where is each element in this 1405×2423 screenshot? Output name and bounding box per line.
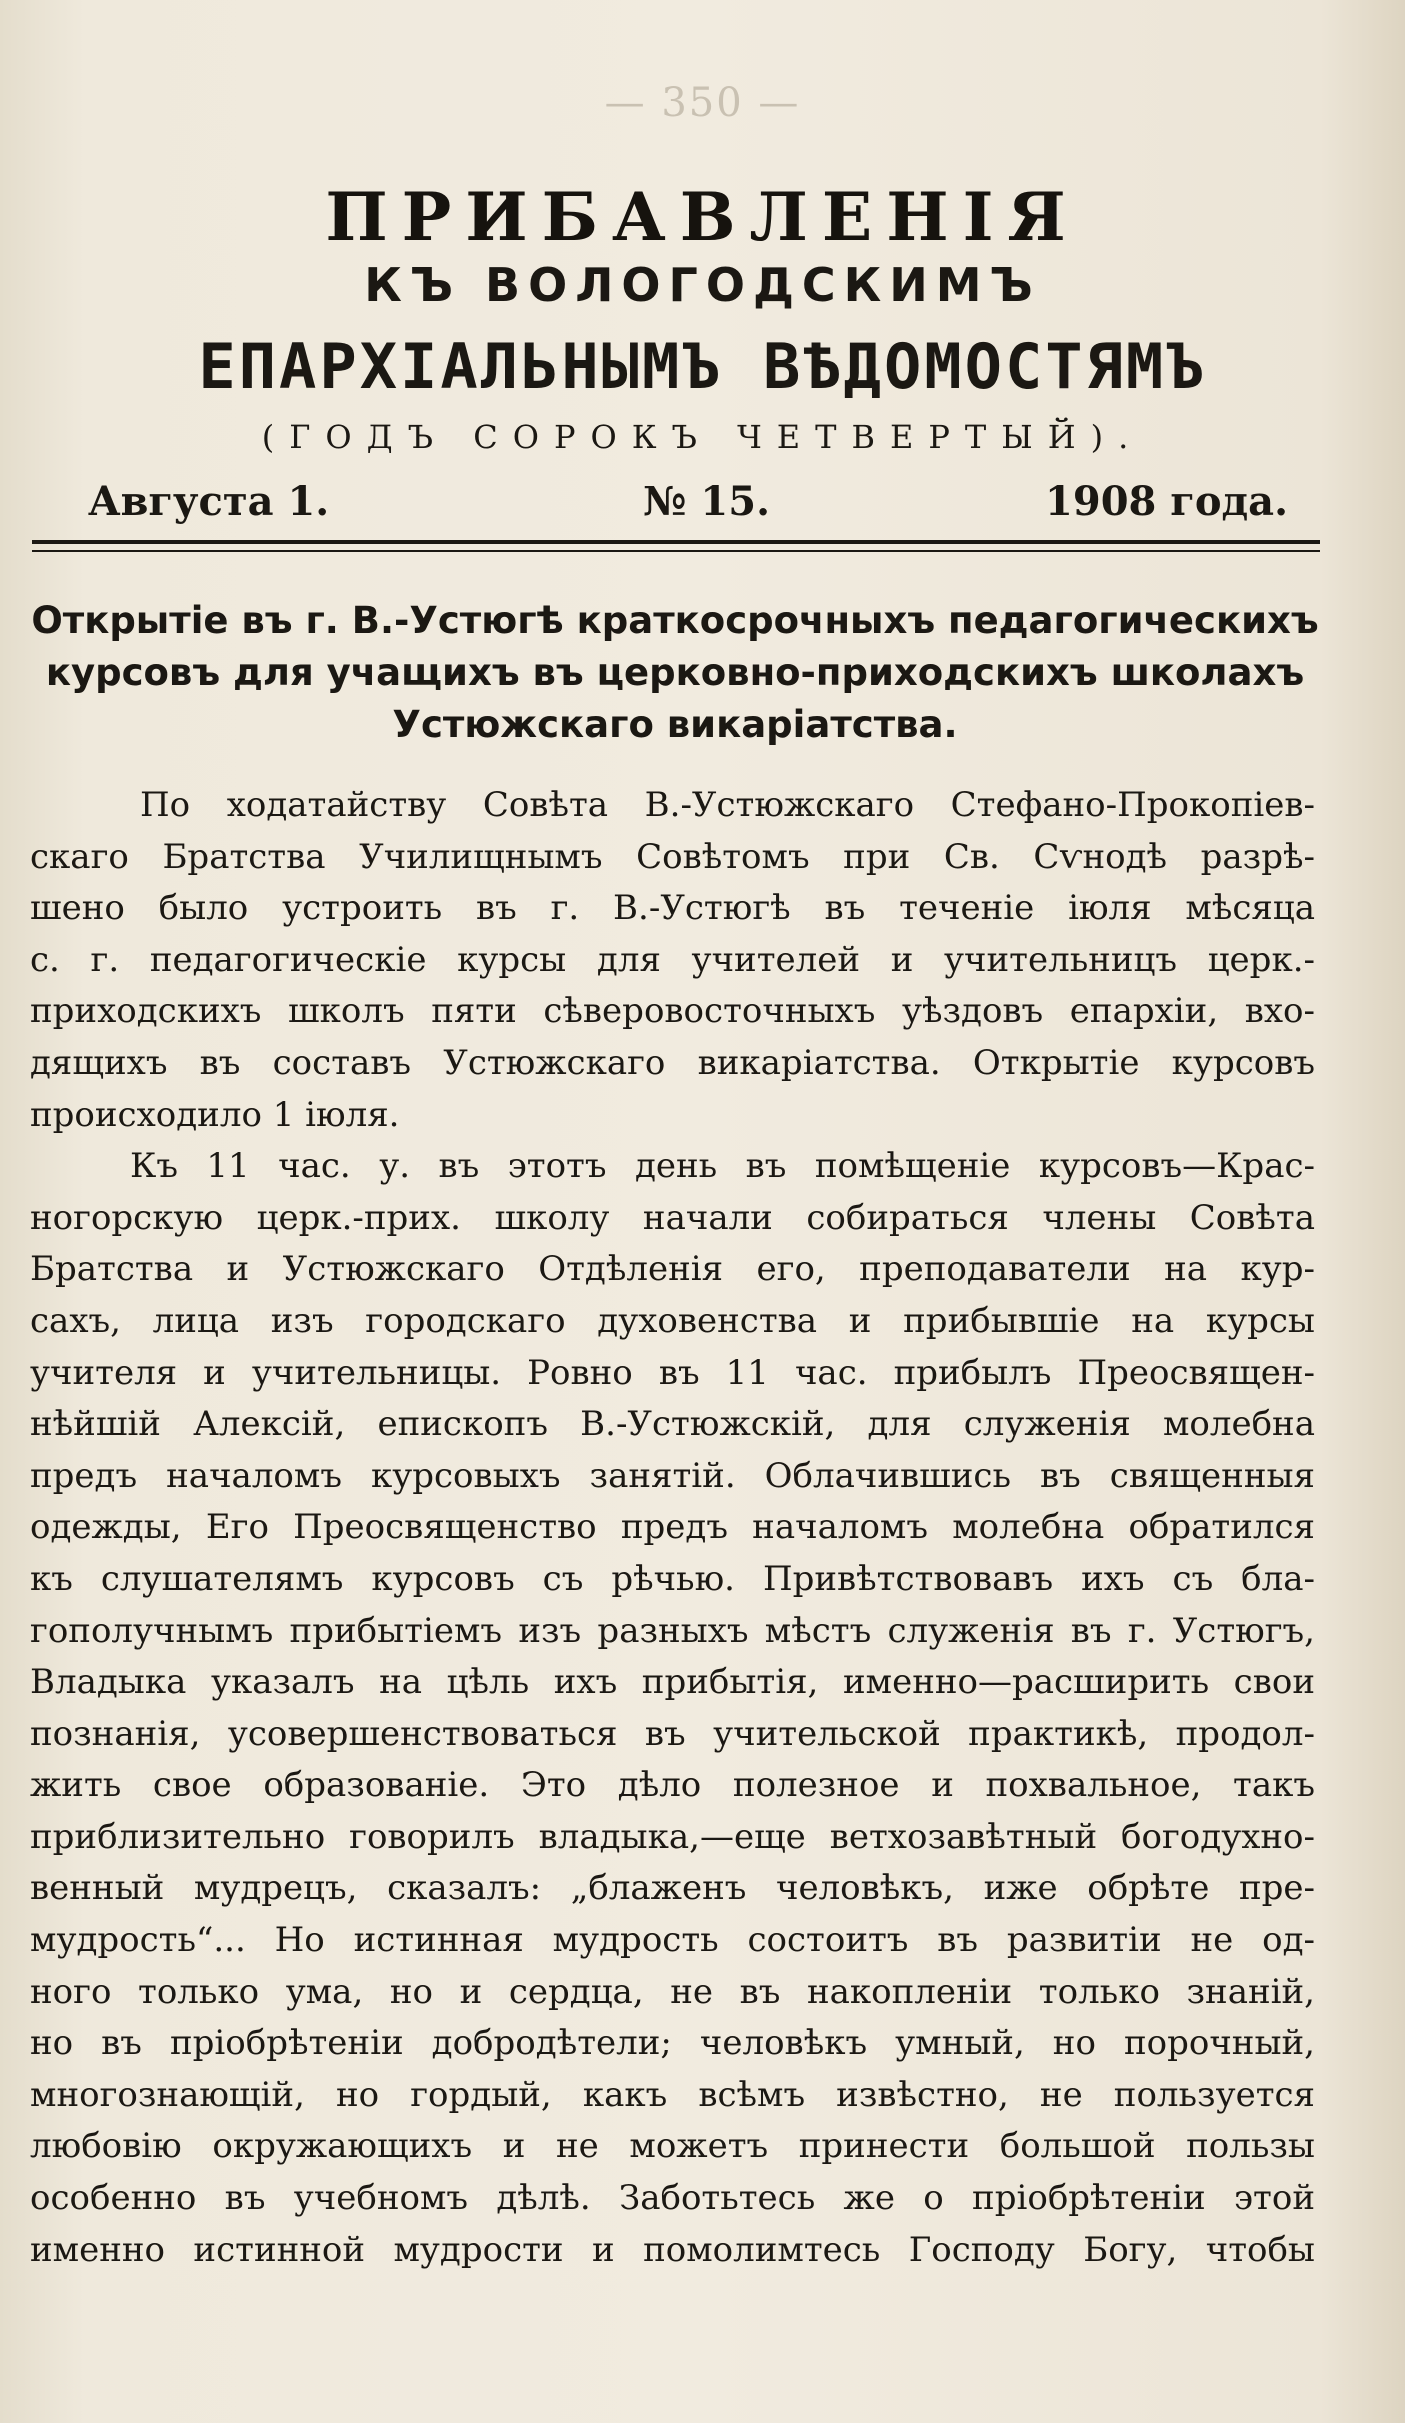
- body-line: Къ 11 час. у. въ этотъ день въ помѣщеніе курсовъ—Крас-: [130, 1146, 1315, 1187]
- body-line: скаго Братства Училищнымъ Совѣтомъ при Св. Сѵнодѣ разрѣ-: [30, 836, 1315, 877]
- body-line: шено было устроить въ г. В.-Устюгѣ въ теченіе іюля мѣсяца: [30, 888, 1315, 929]
- body-line: но въ пріобрѣтеніи добродѣтели; человѣкъ умный, но порочный,: [30, 2023, 1315, 2064]
- body-line: венный мудрецъ, сказалъ: „блаженъ человѣкъ, иже обрѣте пре-: [30, 1868, 1315, 1909]
- headline-line: Открытіе въ г. В.-Устюгѣ краткосрочныхъ педагогическихъ: [31, 599, 1319, 642]
- masthead-main-title: ЕПАРХІАЛЬНЫМЪ ВѢДОМОСТЯМЪ: [198, 330, 1207, 403]
- header-rule-thin: [32, 550, 1320, 552]
- body-line: одежды, Его Преосвященство предъ началомъ молебна обратился: [30, 1507, 1315, 1548]
- body-line: нѣйшій Алексій, епископъ В.-Устюжскій, для служенія молебна: [30, 1404, 1315, 1445]
- header-rule-thick: [32, 540, 1320, 544]
- issue-number: № 15.: [643, 478, 770, 525]
- article-headline: [30, 595, 1320, 751]
- masthead-subtitle: КЪ ВОЛОГОДСКИМЪ: [364, 258, 1041, 312]
- body-line: происходило 1 іюля.: [30, 1094, 400, 1135]
- body-line: предъ началомъ курсовыхъ занятій. Облачившись въ священныя: [30, 1455, 1315, 1496]
- headline-line: Устюжскаго викаріатства.: [392, 703, 958, 746]
- body-line: Владыка указалъ на цѣль ихъ прибытія, именно—расширить свои: [30, 1662, 1315, 1703]
- body-line: учителя и учительницы. Ровно въ 11 час. прибылъ Преосвящен-: [30, 1352, 1315, 1393]
- body-line: приходскихъ школъ пяти сѣверовосточныхъ уѣздовъ епархіи, вхо-: [30, 991, 1315, 1032]
- masthead-title: ПРИБАВЛЕНІЯ: [325, 178, 1080, 256]
- issue-date: Августа 1.: [88, 478, 330, 525]
- body-line: ногорскую церк.-прих. школу начали собираться члены Совѣта: [30, 1197, 1315, 1238]
- body-line: По ходатайству Совѣта В.-Устюжскаго Стефано-Прокопіев-: [140, 785, 1315, 825]
- masthead-year: (ГОДЪ СОРОКЪ ЧЕТВЕРТЫЙ).: [261, 418, 1144, 456]
- body-line: познанія, усовершенствоваться въ учительской практикѣ, продол-: [30, 1713, 1315, 1754]
- body-line: многознающій, но гордый, какъ всѣмъ извѣстно, не пользуется: [30, 2074, 1315, 2115]
- body-line: дящихъ въ составъ Устюжскаго викаріатства. Открытіе курсовъ: [30, 1042, 1315, 1083]
- body-line: любовію окружающихъ и не можетъ принести большой пользы: [30, 2126, 1315, 2167]
- issue-year: 1908 года.: [1045, 478, 1288, 525]
- body-line: ного только ума, но и сердца, не въ накопленіи только знаній,: [30, 1971, 1315, 2012]
- body-line: къ слушателямъ курсовъ съ рѣчью. Привѣтствовавъ ихъ съ бла-: [30, 1558, 1315, 1599]
- body-line: гополучнымъ прибытіемъ изъ разныхъ мѣстъ служенія въ г. Устюгъ,: [30, 1610, 1315, 1651]
- body-line: Братства и Устюжскаго Отдѣленія его, преподаватели на кур-: [30, 1249, 1315, 1290]
- body-line: сахъ, лица изъ городскаго духовенства и прибывшіе на курсы: [30, 1300, 1315, 1341]
- article-body: [30, 780, 1315, 2276]
- body-line: с. г. педагогическіе курсы для учителей и учительницъ церк.-: [30, 939, 1315, 980]
- body-line: особенно въ учебномъ дѣлѣ. Заботьтесь же о пріобрѣтеніи этой: [30, 2178, 1315, 2219]
- body-line: именно истинной мудрости и помолимтесь Господу Богу, чтобы: [30, 2229, 1315, 2270]
- body-line: мудрость“... Но истинная мудрость состоитъ въ развитіи не од-: [30, 1920, 1315, 1961]
- page-number: — 350 —: [604, 80, 801, 126]
- body-line: приблизительно говорилъ владыка,—еще ветхозавѣтный богодухно-: [30, 1816, 1315, 1857]
- headline-line: курсовъ для учащихъ въ церковно-приходскихъ школахъ: [45, 651, 1305, 694]
- body-line: жить свое образованіе. Это дѣло полезное и похвальное, такъ: [30, 1765, 1315, 1806]
